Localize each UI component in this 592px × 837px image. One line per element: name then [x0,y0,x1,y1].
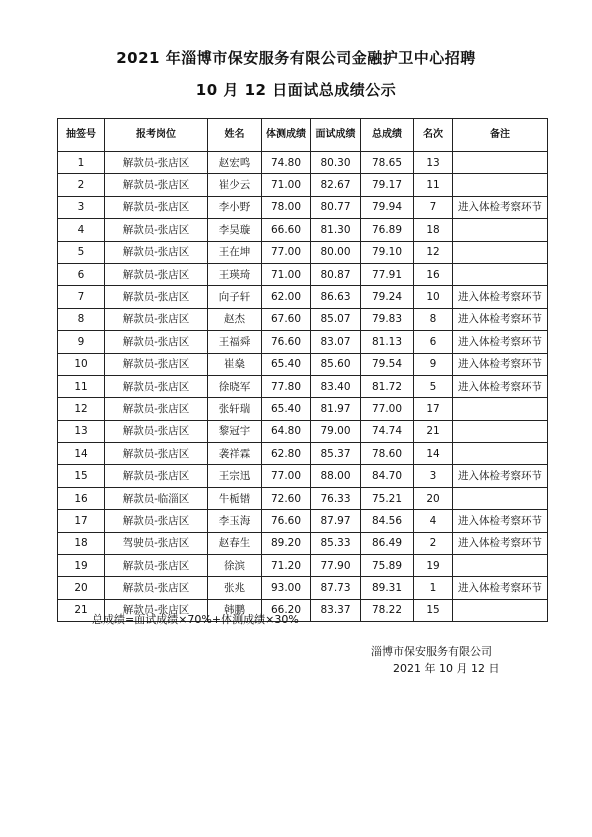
cell-interview-score: 85.07 [311,308,361,330]
cell-position: 解款员-临淄区 [105,487,208,509]
cell-lot-number: 15 [58,465,105,487]
table-header-row [58,119,548,152]
cell-lot-number: 9 [58,331,105,353]
cell-interview-score: 87.97 [311,510,361,532]
cell-lot-number: 4 [58,219,105,241]
cell-total-score: 75.21 [361,487,414,509]
cell-lot-number: 7 [58,286,105,308]
cell-name: 向子轩 [208,286,262,308]
header-remark: 备注 [453,119,548,152]
cell-name: 赵杰 [208,308,262,330]
header-rank: 名次 [414,119,453,152]
cell-name: 袭祥霖 [208,443,262,465]
cell-position: 解款员-张店区 [105,375,208,397]
cell-remark: 进入体检考察环节 [453,465,548,487]
company-signature: 淄博市保安服务有限公司 [371,645,492,658]
table-row [58,241,548,263]
table-row [58,286,548,308]
cell-lot-number: 19 [58,555,105,577]
cell-rank: 8 [414,308,453,330]
table-body [58,152,548,622]
cell-lot-number: 21 [58,599,105,621]
cell-rank: 15 [414,599,453,621]
cell-name: 王瑛琦 [208,263,262,285]
cell-lot-number: 1 [58,152,105,174]
cell-physical-score: 76.60 [262,331,311,353]
table-row [58,152,548,174]
cell-name: 崔燊 [208,353,262,375]
cell-physical-score: 66.20 [262,599,311,621]
table-row [58,465,548,487]
cell-physical-score: 78.00 [262,196,311,218]
cell-remark [453,487,548,509]
cell-total-score: 81.13 [361,331,414,353]
cell-interview-score: 85.33 [311,532,361,554]
cell-rank: 1 [414,577,453,599]
cell-position: 解款员-张店区 [105,577,208,599]
cell-position: 解款员-张店区 [105,331,208,353]
cell-position: 解款员-张店区 [105,152,208,174]
table-row [58,510,548,532]
table-row [58,331,548,353]
cell-lot-number: 12 [58,398,105,420]
cell-name: 黎冠宇 [208,420,262,442]
cell-position: 解款员-张店区 [105,443,208,465]
cell-interview-score: 80.87 [311,263,361,285]
cell-name: 张兆 [208,577,262,599]
cell-rank: 2 [414,532,453,554]
cell-physical-score: 89.20 [262,532,311,554]
cell-total-score: 79.24 [361,286,414,308]
cell-position: 解款员-张店区 [105,599,208,621]
cell-position: 驾驶员-张店区 [105,532,208,554]
cell-lot-number: 20 [58,577,105,599]
cell-total-score: 79.17 [361,174,414,196]
table-row [58,398,548,420]
cell-lot-number: 13 [58,420,105,442]
table-row [58,443,548,465]
table-row [58,219,548,241]
cell-rank: 19 [414,555,453,577]
cell-interview-score: 85.60 [311,353,361,375]
table-row [58,263,548,285]
header-total-score: 总成绩 [361,119,414,152]
cell-name: 张轩瑞 [208,398,262,420]
cell-total-score: 74.74 [361,420,414,442]
cell-rank: 13 [414,152,453,174]
cell-interview-score: 83.37 [311,599,361,621]
table-row [58,375,548,397]
publish-date: 2021 年 10 月 12 日 [393,662,500,675]
cell-position: 解款员-张店区 [105,263,208,285]
cell-rank: 3 [414,465,453,487]
cell-remark [453,152,548,174]
formula-note: 总成绩=面试成绩×70%+体测成绩×30% [92,613,299,626]
header-interview-score: 面试成绩 [311,119,361,152]
cell-position: 解款员-张店区 [105,241,208,263]
cell-rank: 14 [414,443,453,465]
table-row [58,420,548,442]
cell-remark: 进入体检考察环节 [453,308,548,330]
cell-interview-score: 87.73 [311,577,361,599]
table-row [58,532,548,554]
cell-name: 李昊璇 [208,219,262,241]
cell-total-score: 75.89 [361,555,414,577]
cell-total-score: 79.83 [361,308,414,330]
cell-interview-score: 83.07 [311,331,361,353]
page-subtitle: 10 月 12 日面试总成绩公示 [195,81,397,99]
cell-remark [453,241,548,263]
cell-name: 李玉海 [208,510,262,532]
cell-interview-score: 88.00 [311,465,361,487]
cell-total-score: 84.56 [361,510,414,532]
cell-remark [453,599,548,621]
cell-physical-score: 64.80 [262,420,311,442]
cell-remark: 进入体检考察环节 [453,375,548,397]
cell-lot-number: 17 [58,510,105,532]
cell-rank: 18 [414,219,453,241]
header-lot-number: 抽签号 [58,119,105,152]
page-title: 2021 年淄博市保安服务有限公司金融护卫中心招聘 [116,49,476,67]
cell-interview-score: 80.00 [311,241,361,263]
cell-position: 解款员-张店区 [105,555,208,577]
cell-physical-score: 76.60 [262,510,311,532]
cell-interview-score: 80.77 [311,196,361,218]
table-row [58,577,548,599]
cell-physical-score: 62.80 [262,443,311,465]
cell-total-score: 79.10 [361,241,414,263]
cell-rank: 7 [414,196,453,218]
cell-physical-score: 71.00 [262,263,311,285]
cell-remark [453,263,548,285]
cell-rank: 16 [414,263,453,285]
cell-total-score: 79.94 [361,196,414,218]
cell-physical-score: 65.40 [262,398,311,420]
cell-physical-score: 77.00 [262,465,311,487]
cell-position: 解款员-张店区 [105,510,208,532]
cell-lot-number: 11 [58,375,105,397]
cell-rank: 10 [414,286,453,308]
cell-remark [453,555,548,577]
cell-name: 王宗迅 [208,465,262,487]
table-row [58,555,548,577]
cell-remark: 进入体检考察环节 [453,532,548,554]
cell-total-score: 84.70 [361,465,414,487]
table-row [58,174,548,196]
cell-interview-score: 81.97 [311,398,361,420]
cell-physical-score: 77.80 [262,375,311,397]
cell-interview-score: 76.33 [311,487,361,509]
cell-position: 解款员-张店区 [105,219,208,241]
cell-physical-score: 66.60 [262,219,311,241]
cell-position: 解款员-张店区 [105,196,208,218]
cell-physical-score: 72.60 [262,487,311,509]
cell-remark: 进入体检考察环节 [453,331,548,353]
table-row [58,308,548,330]
cell-lot-number: 8 [58,308,105,330]
cell-physical-score: 71.20 [262,555,311,577]
table-row [58,353,548,375]
cell-rank: 9 [414,353,453,375]
cell-rank: 5 [414,375,453,397]
cell-remark: 进入体检考察环节 [453,577,548,599]
cell-interview-score: 79.00 [311,420,361,442]
cell-remark: 进入体检考察环节 [453,196,548,218]
cell-remark: 进入体检考察环节 [453,510,548,532]
cell-position: 解款员-张店区 [105,174,208,196]
cell-position: 解款员-张店区 [105,465,208,487]
cell-rank: 4 [414,510,453,532]
cell-lot-number: 14 [58,443,105,465]
cell-interview-score: 77.90 [311,555,361,577]
cell-name: 王福舜 [208,331,262,353]
cell-rank: 11 [414,174,453,196]
cell-total-score: 77.91 [361,263,414,285]
cell-remark [453,219,548,241]
cell-position: 解款员-张店区 [105,308,208,330]
cell-total-score: 89.31 [361,577,414,599]
cell-rank: 20 [414,487,453,509]
cell-total-score: 81.72 [361,375,414,397]
cell-total-score: 86.49 [361,532,414,554]
cell-lot-number: 18 [58,532,105,554]
cell-lot-number: 10 [58,353,105,375]
header-position: 报考岗位 [105,119,208,152]
cell-remark [453,443,548,465]
cell-interview-score: 83.40 [311,375,361,397]
cell-total-score: 78.60 [361,443,414,465]
cell-total-score: 78.65 [361,152,414,174]
cell-name: 牛栀镨 [208,487,262,509]
cell-position: 解款员-张店区 [105,353,208,375]
cell-interview-score: 82.67 [311,174,361,196]
table-row [58,196,548,218]
cell-name: 李小野 [208,196,262,218]
cell-remark [453,420,548,442]
cell-physical-score: 77.00 [262,241,311,263]
cell-interview-score: 81.30 [311,219,361,241]
table-row [58,487,548,509]
scores-table [57,118,548,622]
cell-remark [453,398,548,420]
cell-rank: 12 [414,241,453,263]
cell-name: 赵宏鸣 [208,152,262,174]
cell-position: 解款员-张店区 [105,286,208,308]
cell-name: 徐晓军 [208,375,262,397]
cell-physical-score: 74.80 [262,152,311,174]
cell-remark: 进入体检考察环节 [453,353,548,375]
cell-name: 徐滨 [208,555,262,577]
cell-interview-score: 86.63 [311,286,361,308]
header-name: 姓名 [208,119,262,152]
cell-name: 王在坤 [208,241,262,263]
cell-physical-score: 65.40 [262,353,311,375]
cell-interview-score: 80.30 [311,152,361,174]
cell-position: 解款员-张店区 [105,398,208,420]
cell-lot-number: 5 [58,241,105,263]
cell-lot-number: 6 [58,263,105,285]
cell-physical-score: 71.00 [262,174,311,196]
cell-rank: 17 [414,398,453,420]
cell-remark [453,174,548,196]
cell-interview-score: 85.37 [311,443,361,465]
cell-total-score: 76.89 [361,219,414,241]
cell-lot-number: 16 [58,487,105,509]
cell-total-score: 78.22 [361,599,414,621]
cell-physical-score: 62.00 [262,286,311,308]
cell-lot-number: 2 [58,174,105,196]
cell-position: 解款员-张店区 [105,420,208,442]
cell-total-score: 77.00 [361,398,414,420]
cell-rank: 6 [414,331,453,353]
cell-name: 赵春生 [208,532,262,554]
cell-name: 韩鹏 [208,599,262,621]
cell-rank: 21 [414,420,453,442]
header-physical-score: 体测成绩 [262,119,311,152]
cell-name: 崔少云 [208,174,262,196]
cell-lot-number: 3 [58,196,105,218]
cell-total-score: 79.54 [361,353,414,375]
cell-physical-score: 93.00 [262,577,311,599]
cell-physical-score: 67.60 [262,308,311,330]
cell-remark: 进入体检考察环节 [453,286,548,308]
